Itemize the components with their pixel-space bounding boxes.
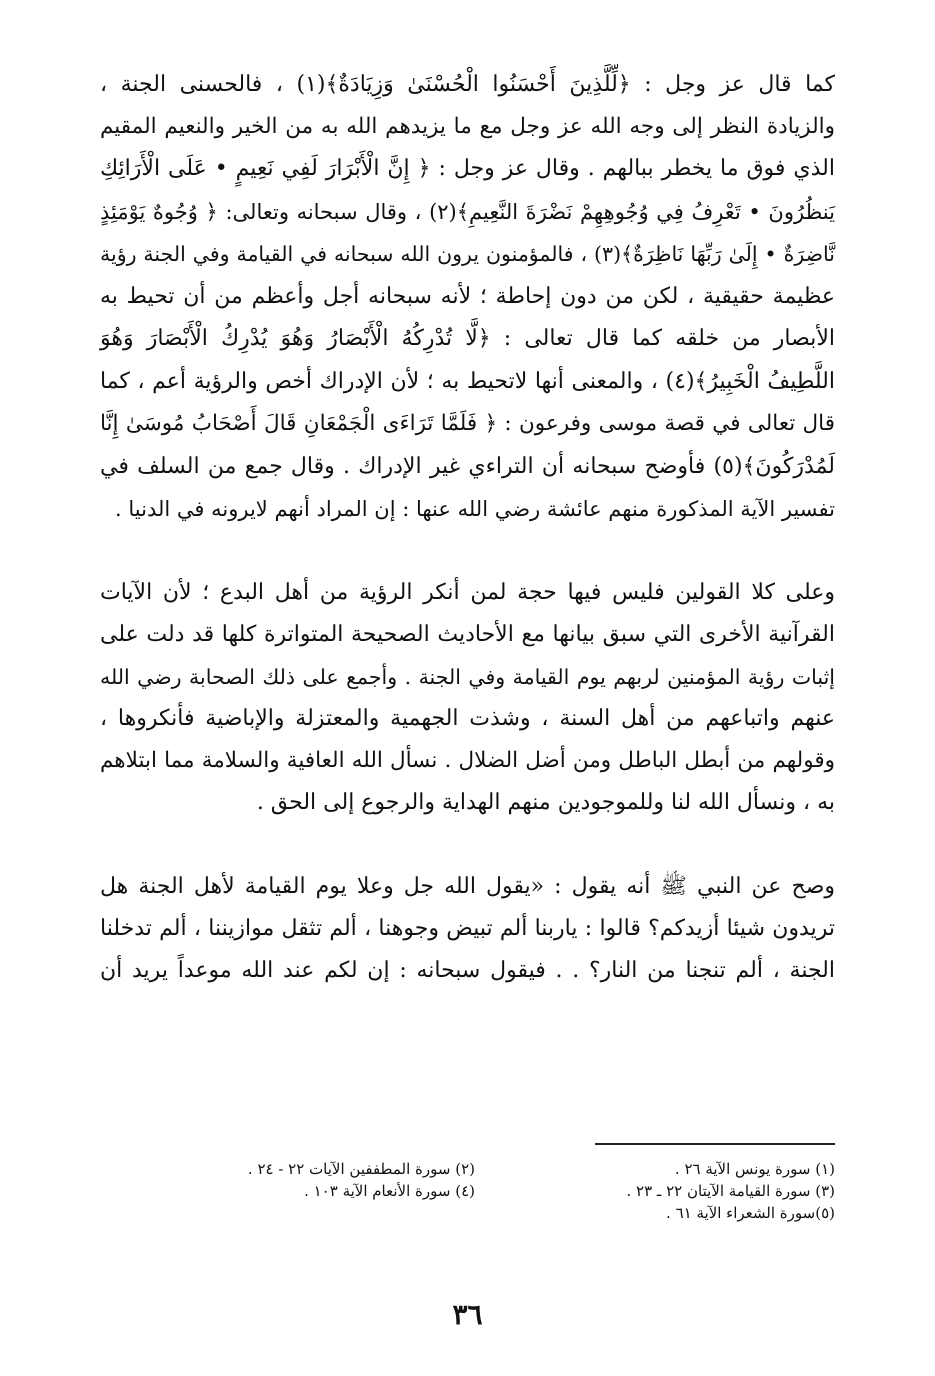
text-line: لَمُدْرَكُونَ﴾(٥) فأوضح سبحانه أن التراءي غير الإدراك . وقال جمع من السلف في (100, 454, 835, 479)
text-line: نَّاضِرَةٌ • إِلَىٰ رَبِّهَا نَاظِرَةٌ﴾(٣) ، فالمؤمنون يرون الله سبحانه في القيامة وفي الجنة رؤية (100, 242, 835, 266)
footnote: (٣) سورة القيامة الآيتان ٢٢ ـ ٢٣ . (626, 1182, 835, 1200)
text-line: والزيادة النظر إلى وجه الله عز وجل مع ما يزيدهم الله به من الخير والنعيم المقيم (100, 114, 835, 139)
text-line: الجنة ، ألم تنجنا من النار؟ . . فيقول سبحانه : إن لكم عند الله موعداً يريد أن (100, 958, 835, 983)
footnote: (٢) سورة المطففين الآيات ٢٢ - ٢٤ . (247, 1160, 475, 1178)
text-line: قال تعالى في قصة موسى وفرعون : ﴿ فَلَمَّا تَرَاءَى الْجَمْعَانِ قَالَ أَصْحَابُ مُوسَىٰ إِنَّا (100, 411, 835, 436)
footnote-divider (595, 1143, 835, 1145)
text-line: عظيمة حقيقية ، لكن من دون إحاطة ؛ لأنه سبحانه أجل وأعظم من أن تحيط به (100, 284, 835, 309)
footnote: (٤) سورة الأنعام الآية ١٠٣ . (304, 1182, 475, 1200)
text-line: وقولهم من أبطل الباطل ومن أضل الضلال . نسأل الله العافية والسلامة مما ابتلاهم (100, 748, 835, 773)
text-line: القرآنية الأخرى التي سبق بيانها مع الأحاديث الصحيحة المتواترة كلها قد دلت على (100, 622, 835, 647)
text-line: به ، ونسأل الله لنا وللموجودين منهم الهداية والرجوع إلى الحق . (256, 790, 835, 815)
text-line: وعلى كلا القولين فليس فيها حجة لمن أنكر الرؤية من أهل البدع ؛ لأن الآيات (100, 580, 835, 605)
text-line: وصح عن النبي ﷺ أنه يقول : «يقول الله جل وعلا يوم القيامة لأهل الجنة هل (100, 874, 835, 899)
text-line: تفسير الآية المذكورة منهم عائشة رضي الله عنها : إن المراد أنهم لايرونه في الدنيا . (115, 497, 835, 521)
text-line: إثبات رؤية المؤمنين لربهم يوم القيامة وفي الجنة . وأجمع على ذلك الصحابة رضي الله (100, 665, 835, 689)
text-line: يَنظُرُونَ • تَعْرِفُ فِي وُجُوهِهِمْ نَضْرَةَ النَّعِيمِ﴾(٢) ، وقال سبحانه وتعالى: ﴿ وُجُوهٌ يَوْمَئِذٍ (100, 200, 835, 224)
page-number: ٣٦ (452, 1298, 483, 1331)
text-line: الأبصار من خلقه كما قال تعالى : ﴿لَّا تُدْرِكُهُ الْأَبْصَارُ وَهُوَ يُدْرِكُ الْأَبْصَارَ وَهُوَ (100, 326, 835, 351)
text-line: الذي فوق ما يخطر ببالهم . وقال عز وجل : ﴿ إِنَّ الْأَبْرَارَ لَفِي نَعِيمٍ • عَلَى الْأَرَائِكِ (100, 156, 835, 181)
footnote: (٥)سورة الشعراء الآية ٦١ . (666, 1204, 835, 1222)
footnote: (١) سورة يونس الآية ٢٦ . (674, 1160, 835, 1178)
text-line: اللَّطِيفُ الْخَبِيرُ﴾(٤) ، والمعنى أنها لاتحيط به ؛ لأن الإدراك أخص والرؤية أعم ، كما (100, 369, 835, 394)
text-line: تريدون شيئا أزيدكم؟ قالوا : ياربنا ألم تبيض وجوهنا ، ألم تثقل موازيننا ، ألم تدخلنا (100, 916, 835, 941)
text-line: كما قال عز وجل : ﴿لِّلَّذِينَ أَحْسَنُوا الْحُسْنَىٰ وَزِيَادَةٌ﴾(١) ، فالحسنى الجنة ، (100, 72, 835, 97)
text-line: عنهم واتباعهم من أهل السنة ، وشذت الجهمية والمعتزلة والإباضية فأنكروها ، (100, 706, 835, 731)
